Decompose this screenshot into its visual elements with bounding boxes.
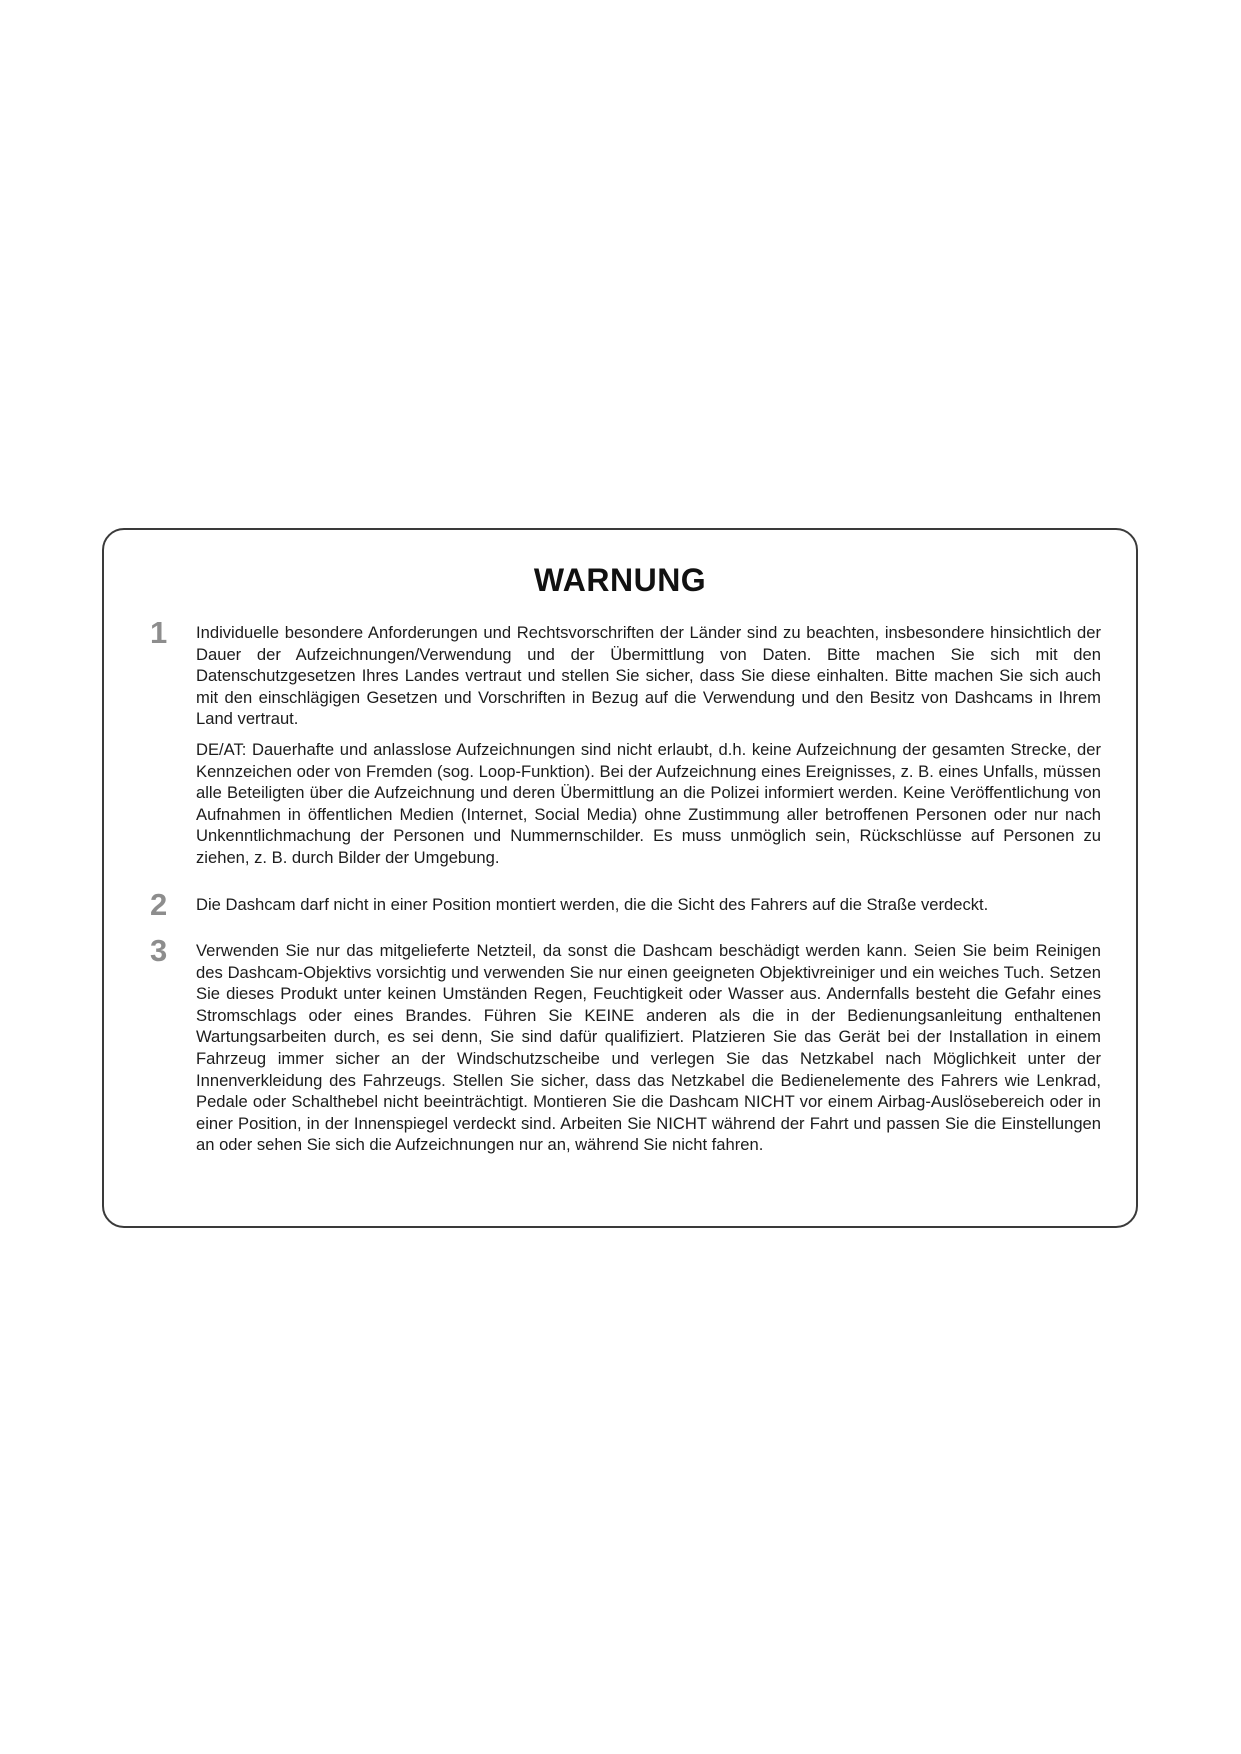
section-body [196,622,1101,878]
warning-box [102,528,1138,1228]
warning-title: WARNUNG [533,562,707,598]
section-paragraph: Die Dashcam darf nicht in einer Position montiert werden, die die Sicht des Fahrers auf die Straße verdeckt. [196,895,989,914]
section-body [196,894,1101,925]
section-number: 3 [150,933,168,968]
section-number: 2 [150,887,168,922]
section-number: 1 [150,615,168,650]
section-paragraph: Individuelle besondere Anforderungen und Rechtsvorschriften der Länder sind zu beachten, insbesondere hinsichtlich der Dauer der Aufzeichnungen/Verwendung und der Übermittlung von Daten. Bitte machen Sie sich mit den Datenschutzgesetzen Ihres Landes vertraut und stellen Sie sicher, dass Sie diese einhalten. Bitte machen Sie sich auch mit den einschlägigen Gesetzen und Vorschriften in Bezug auf die Verwendung und den Besitz von Dashcams in Ihrem Land vertraut. [196,623,1101,729]
section-paragraph: Verwenden Sie nur das mitgelieferte Netzteil, da sonst die Dashcam beschädigt werden kann. Seien Sie beim Reinigen des Dashcam-Objektivs vorsichtig und verwenden Sie nur einen geeigneten Objektivreiniger und ein weiches Tuch. Setzen Sie dieses Produkt unter keinen Umständen Regen, Feuchtigkeit oder Wasser aus. Andernfalls besteht die Gefahr eines Stromschlags oder eines Brandes. Führen Sie KEINE anderen als die in der Bedienungsanleitung enthaltenen Wartungsarbeiten durch, es sei denn, Sie sind dafür qualifiziert. Platzieren Sie das Gerät bei der Installation in einem Fahrzeug immer sicher an der Windschutzscheibe und verlegen Sie das Netzkabel nach Möglichkeit unter der Innenverkleidung des Fahrzeugs. Stellen Sie sicher, dass das Netzkabel die Bedienelemente des Fahrers wie Lenkrad, Pedale oder Schalthebel nicht beeinträchtigt. Montieren Sie die Dashcam NICHT vor einem Airbag-Auslösebereich oder in einer Position, in der Innenspiegel verdeckt sind. Arbeiten Sie NICHT während der Fahrt und passen Sie die Einstellungen an oder sehen Sie sich die Aufzeichnungen nur an, während Sie nicht fahren. [196,941,1101,1155]
section-body [196,940,1101,1165]
section-paragraph: DE/AT: Dauerhafte und anlasslose Aufzeichnungen sind nicht erlaubt, d.h. keine Aufzeichnung der gesamten Strecke, der Kennzeichen oder von Fremden (sog. Loop-Funktion). Bei der Aufzeichnung eines Ereignisses, z. B. eines Unfalls, müssen alle Beteiligten über die Aufzeichnung und deren Übermittlung an die Polizei informiert werden. Keine Veröffentlichung von Aufnahmen in öffentlichen Medien (Internet, Social Media) ohne Zustimmung aller betroffenen Personen oder nur nach Unkenntlichmachung der Personen und Nummernschilder. Es muss unmöglich sein, Rückschlüsse auf Personen zu ziehen, z. B. durch Bilder der Umgebung. [196,739,1101,867]
